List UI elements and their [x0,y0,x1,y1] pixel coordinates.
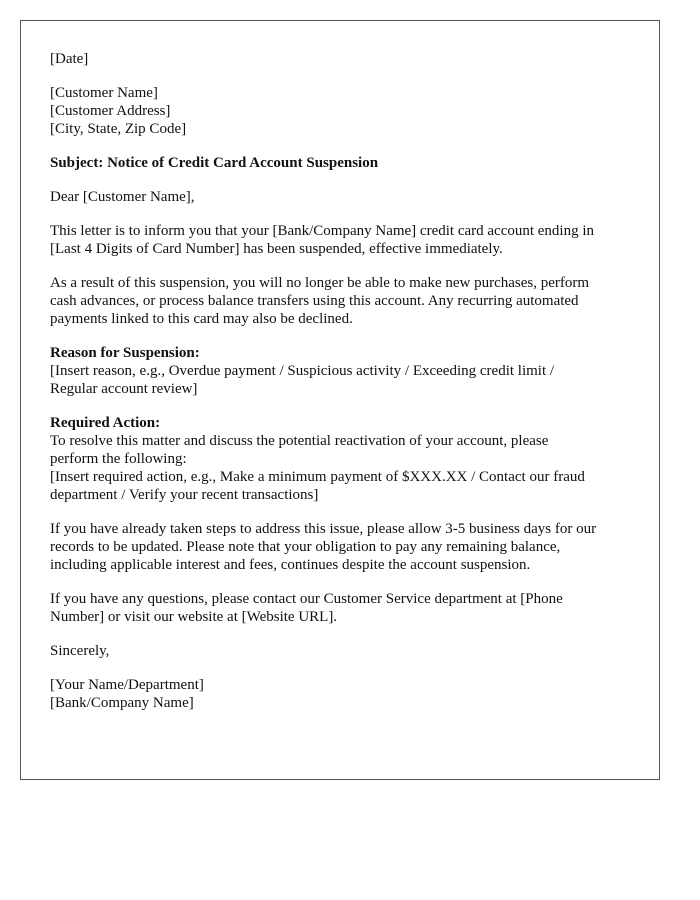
paragraph-contact [50,590,640,626]
reason-heading: Reason for Suspension: [50,345,200,361]
required-action-line: [Insert required action, e.g., Make a minimum payment of $XXX.XX / Contact our fraud [50,469,585,485]
recipient-address-block [50,84,640,138]
reason-line: Regular account review] [50,381,198,397]
paragraph-line: Number] or visit our website at [Website URL]. [50,609,338,625]
paragraph-line: payments linked to this card may also be declined. [50,311,353,327]
subject-block [50,154,640,172]
paragraph-line: If you have already taken steps to address this issue, please allow 3-5 business days for our [50,521,597,537]
recipient-city-state-zip: [City, State, Zip Code] [50,121,187,137]
letter-body [50,50,640,728]
paragraph-line: records to be updated. Please note that your obligation to pay any remaining balance, [50,539,561,555]
recipient-address: [Customer Address] [50,103,171,119]
closing-block [50,642,640,660]
letter-date: [Date] [50,51,89,67]
paragraph-line: As a result of this suspension, you will no longer be able to make new purchases, perform [50,275,590,291]
required-action-line: To resolve this matter and discuss the potential reactivation of your account, please [50,433,549,449]
reason-section [50,344,640,398]
paragraph-line: This letter is to inform you that your [Bank/Company Name] credit card account ending in [50,223,595,239]
paragraph-line: [Last 4 Digits of Card Number] has been suspended, effective immediately. [50,241,503,257]
paragraph-line: including applicable interest and fees, continues despite the account suspension. [50,557,531,573]
paragraph-consequences [50,274,640,328]
paragraph-notice [50,222,640,258]
required-action-line: department / Verify your recent transactions] [50,487,319,503]
letter-subject: Subject: Notice of Credit Card Account Suspension [50,155,379,171]
salutation-block [50,188,640,206]
required-action-section [50,414,640,504]
paragraph-line: cash advances, or process balance transfers using this account. Any recurring automated [50,293,579,309]
required-action-line: perform the following: [50,451,187,467]
paragraph-obligation [50,520,640,574]
paragraph-line: If you have any questions, please contact our Customer Service department at [Phone [50,591,563,607]
signature-company: [Bank/Company Name] [50,695,194,711]
letter-frame [20,20,660,780]
date-block [50,50,640,68]
signature-block [50,676,640,712]
required-action-heading: Required Action: [50,415,161,431]
signature-name-department: [Your Name/Department] [50,677,204,693]
recipient-name: [Customer Name] [50,85,158,101]
closing: Sincerely, [50,643,110,659]
reason-line: [Insert reason, e.g., Overdue payment / Suspicious activity / Exceeding credit limit / [50,363,555,379]
salutation: Dear [Customer Name], [50,189,195,205]
